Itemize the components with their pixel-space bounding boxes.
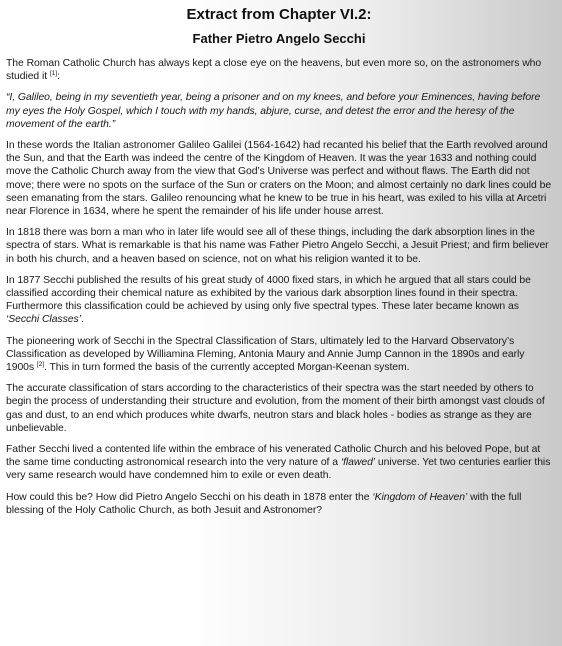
page-title: Extract from Chapter VI.2:	[186, 6, 372, 23]
paragraph-text: The pioneering work of Secchi in the Spectral Classification of Stars, ultimately led to the Harvard Observatory’s Classification as developed by Williamina Fleming, Antonia Maury and Annie Jump Cannon in the 1890s and early 1900s	[6, 335, 525, 374]
paragraph-text-end: with the full blessing of the Holy Catholic Church, as both Jesuit and Astronomer?	[6, 491, 522, 516]
paragraph-classification: The accurate classification of stars according to the characteristics of their spectra was the start needed by others to begin the process of understanding their structure and evolution, from the moment of their birth amongst vast clouds of gas and dust, to an end which produces white dwarfs, neutron stars and black holes - bodies as strange as they are unbelievable.	[6, 383, 545, 434]
paragraph-text: How could this be? How did Pietro Angelo Secchi on his death in 1878 enter the	[6, 491, 373, 503]
paragraph-galileo: In these words the Italian astronomer Galileo Galilei (1564-1642) had recanted his belief that the Earth revolved around the Sun, and that the Earth was indeed the centre of the Kingdom of Heaven. It was the year 1633 and nothing could move the Catholic Church away from the view that God’s Universe was perfect and without flaws. The Earth did not move; there were no spots on the surface of the Sun or craters on the Moon; and almost certainly no dark lines could be seen emanating from the stars. Galileo renouncing what he knew to be true in his heart, was exiled to his villa at Arcetri near Florence in 1634, where he spent the remainder of his life under house arrest.	[6, 140, 552, 218]
paragraph-question	[6, 491, 552, 517]
emphasis-kingdom-of-heaven: ‘Kingdom of Heaven’	[372, 491, 468, 503]
paragraph-text-end: :	[57, 71, 60, 83]
paragraph-harvard	[6, 335, 552, 375]
paragraph-secchi-birth: In 1818 there was born a man who in later life would see all of these things, including the dark absorption lines in the spectra of stars. What is remarkable is that his name was Father Pietro Angelo Secchi, a Jesuit Priest; and firm believer in both his church, and a heaven based on science, not on what his religion wanted it to be.	[6, 227, 549, 265]
galileo-quote: “I, Galileo, being in my seventieth year, being a prisoner and on my knees, and before your Eminences, having before my eyes the Holy Gospel, which I touch with my hands, abjure, curse, and detest the error and the heresy of the movement of the earth.”	[6, 92, 541, 130]
footnote-ref-1[interactable]: [1]	[49, 70, 58, 78]
paragraph-text: The Roman Catholic Church has always kept a close eye on the heavens, but even more so, on the astronomers who studied it	[6, 58, 542, 83]
paragraph-contented-life	[6, 443, 552, 483]
paragraph-text-end: . This in turn formed the basis of the currently accepted Morgan-Keenan system.	[43, 362, 410, 374]
paragraph-intro	[6, 57, 552, 83]
paragraph-secchi-classes	[6, 274, 552, 327]
emphasis-flawed: ‘flawed’	[340, 457, 376, 469]
paragraph-text-end: .	[80, 314, 84, 326]
paragraph-text: In 1877 Secchi published the results of his great study of 4000 fixed stars, in which he argued that all stars could be classified according their chemical nature as exhibited by the various dark absorption lines found in their spectra. Furthermore this classification could be achieved by using only five spectral types. These later became known as	[6, 274, 531, 313]
paragraph-text-end: universe. Yet two centuries earlier this very same research would have condemned him to exile or even death.	[6, 457, 551, 482]
emphasis-secchi-classes: ‘Secchi Classes’	[6, 314, 81, 326]
footnote-ref-2[interactable]: [2]	[36, 361, 44, 369]
page-subtitle: Father Pietro Angelo Secchi	[192, 31, 366, 46]
paragraph-text: Father Secchi lived a contented life within the embrace of his venerated Catholic Church and his beloved Pope, but at the same time conducting astronomical research into the very nature of a	[6, 444, 541, 469]
